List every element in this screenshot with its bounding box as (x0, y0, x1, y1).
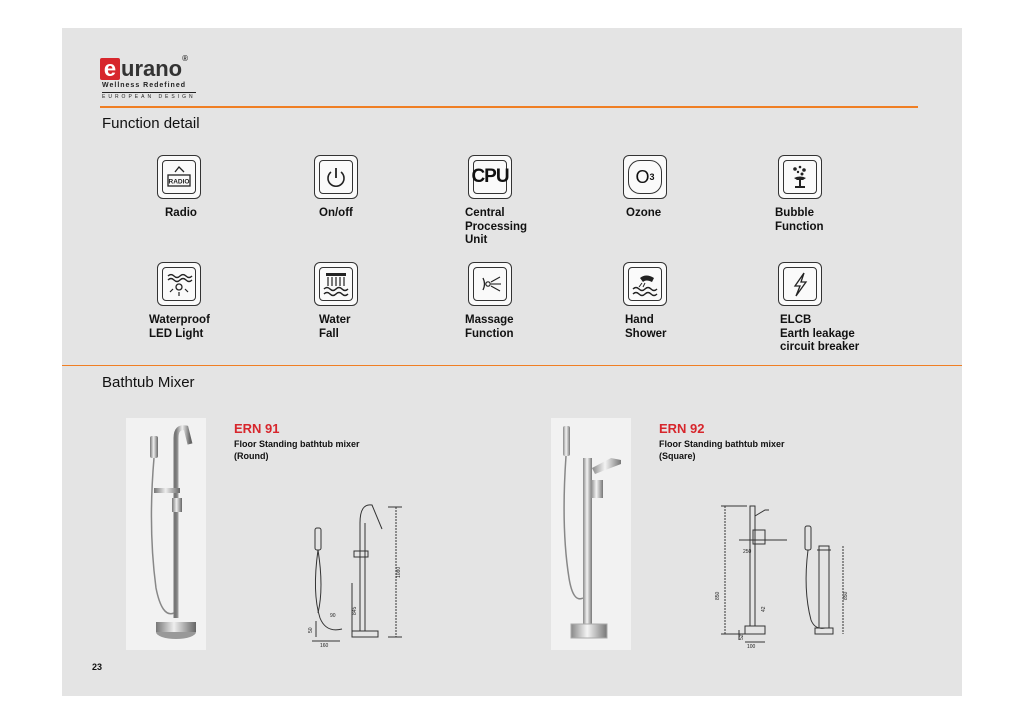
led-light-icon (157, 262, 201, 306)
page-number: 23 (92, 662, 103, 672)
ern92-model: ERN 92 (659, 421, 705, 436)
ern92-technical-drawing (717, 490, 857, 650)
function-label: On/off (319, 207, 353, 219)
ern91-technical-drawing (302, 493, 412, 648)
function-label: Bubble Function (775, 207, 824, 233)
function-label: ELCB Earth leakage circuit breaker (780, 314, 860, 353)
bubble-icon (778, 155, 822, 199)
function-label: Waterproof LED Light (149, 314, 210, 340)
power-icon (314, 155, 358, 199)
header-divider (100, 106, 918, 108)
function-detail-title: Function detail (102, 115, 200, 132)
function-label: Water Fall (319, 314, 351, 340)
svg-text:845: 845 (352, 606, 358, 615)
svg-text:250: 250 (743, 549, 752, 555)
radio-icon (157, 155, 201, 199)
svg-text:850: 850 (843, 591, 849, 600)
ern92-product-photo (551, 418, 631, 650)
ern92-description: Floor Standing bathtub mixer (Square) (659, 439, 785, 461)
svg-text:42: 42 (761, 606, 767, 612)
svg-text:50: 50 (308, 627, 314, 633)
svg-text:52: 52 (739, 634, 745, 640)
brand-subtitle: EUROPEAN DESIGN (102, 94, 196, 100)
function-label: Radio (165, 207, 197, 219)
svg-text:90: 90 (330, 613, 336, 619)
waterfall-icon (314, 262, 358, 306)
ern91-product-photo (126, 418, 206, 650)
cpu-icon: CPU (468, 155, 512, 199)
hand-shower-icon (623, 262, 667, 306)
bathtub-mixer-title: Bathtub Mixer (102, 374, 195, 391)
function-label: Central Processing Unit (465, 207, 527, 246)
function-label: Hand Shower (625, 314, 667, 340)
svg-text:RADIO: RADIO (168, 178, 190, 186)
section-divider (62, 365, 962, 366)
lightning-icon (778, 262, 822, 306)
brand-wordmark: e urano® (100, 56, 188, 82)
ozone-icon: O 3 (623, 155, 667, 199)
massage-icon (468, 262, 512, 306)
ern91-description: Floor Standing bathtub mixer (Round) (234, 439, 360, 461)
ern91-model: ERN 91 (234, 421, 280, 436)
svg-text:850: 850 (715, 591, 721, 600)
brand-tagline: Wellness Redefined (102, 82, 187, 89)
catalog-page (62, 28, 962, 696)
svg-text:160: 160 (320, 643, 329, 649)
svg-text:1080: 1080 (396, 566, 402, 578)
function-label: Massage Function (465, 314, 514, 340)
svg-text:100: 100 (747, 644, 756, 650)
function-label: Ozone (626, 207, 662, 219)
brand-logo (100, 56, 220, 100)
